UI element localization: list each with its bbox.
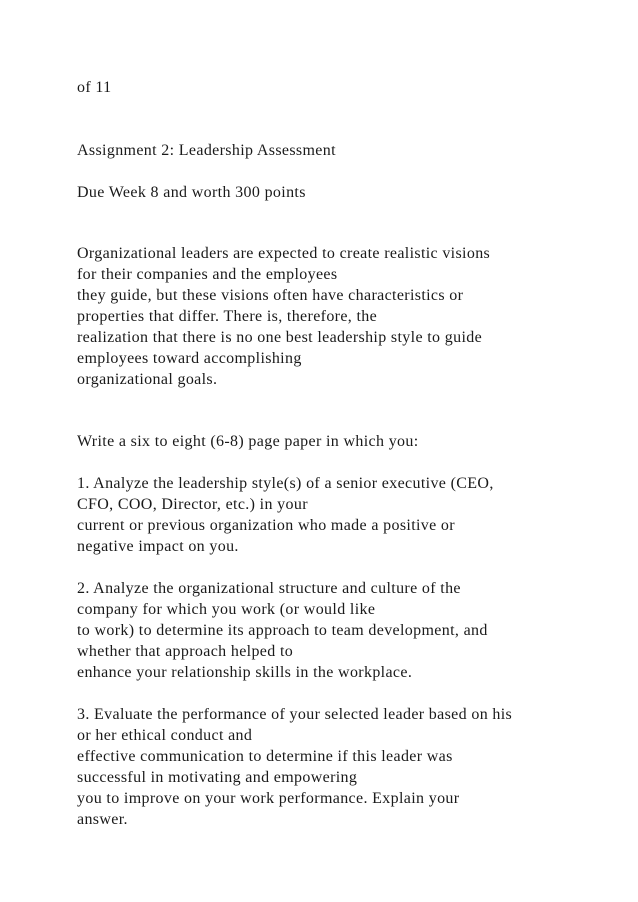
instruction-line: Write a six to eight (6-8) page paper in which you: bbox=[77, 433, 419, 450]
intro-line: for their companies and the employees bbox=[77, 266, 338, 283]
requirement-line: current or previous organization who made a positive or bbox=[77, 517, 455, 534]
assignment-title: Assignment 2: Leadership Assessment bbox=[77, 142, 336, 159]
intro-line: realization that there is no one best leadership style to guide bbox=[77, 329, 483, 346]
requirement-line: negative impact on you. bbox=[77, 538, 239, 555]
requirement-line: effective communication to determine if this leader was bbox=[77, 748, 453, 765]
requirement-line: 3. Evaluate the performance of your selected leader based on his bbox=[77, 706, 513, 723]
requirement-line: to work) to determine its approach to team development, and bbox=[77, 622, 488, 639]
intro-line: they guide, but these visions often have characteristics or bbox=[77, 287, 464, 304]
page-count: of 11 bbox=[77, 79, 112, 96]
requirement-line: 2. Analyze the organizational structure and culture of the bbox=[77, 580, 461, 597]
intro-line: organizational goals. bbox=[77, 371, 218, 388]
requirement-line: you to improve on your work performance. Explain your bbox=[77, 790, 460, 807]
intro-line: properties that differ. There is, therefore, the bbox=[77, 308, 378, 325]
requirement-line: 1. Analyze the leadership style(s) of a senior executive (CEO, bbox=[77, 475, 494, 492]
requirement-line: whether that approach helped to bbox=[77, 643, 294, 660]
requirement-line: enhance your relationship skills in the workplace. bbox=[77, 664, 413, 681]
requirement-line: answer. bbox=[77, 811, 128, 828]
intro-line: Organizational leaders are expected to create realistic visions bbox=[77, 245, 491, 262]
requirement-line: successful in motivating and empowering bbox=[77, 769, 358, 786]
requirement-line: company for which you work (or would like bbox=[77, 601, 376, 618]
requirement-line: CFO, COO, Director, etc.) in your bbox=[77, 496, 308, 513]
intro-line: employees toward accomplishing bbox=[77, 350, 302, 367]
due-line: Due Week 8 and worth 300 points bbox=[77, 184, 306, 201]
requirement-line: or her ethical conduct and bbox=[77, 727, 253, 744]
